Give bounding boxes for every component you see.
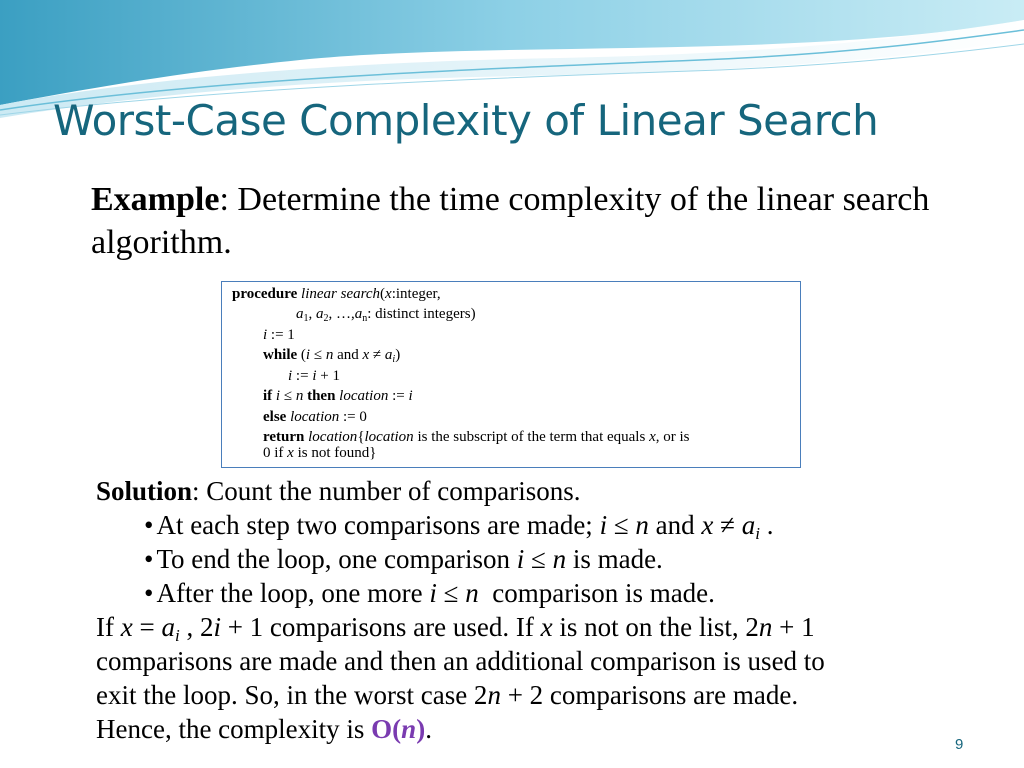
le-symbol: ≤ [436, 578, 466, 608]
bullet-3 [96, 576, 976, 610]
bullet-3-end: comparison is made. [478, 578, 715, 608]
ellipsis: , …, [328, 306, 355, 322]
eq-symbol: = [132, 612, 162, 642]
var-i: i [408, 388, 413, 404]
proc-line-5 [288, 367, 340, 385]
var-n: n [487, 680, 501, 710]
big-o-result [371, 714, 425, 744]
sub-i: i [174, 626, 180, 645]
keyword-return: return [263, 429, 305, 445]
bullet-icon: • [144, 510, 154, 540]
comma: , [308, 306, 316, 322]
solution-intro-text: : Count the number of comparisons. [192, 476, 581, 506]
bullet-1 [96, 508, 976, 542]
procedure-name: linear search [301, 286, 381, 302]
var-n: n [758, 612, 773, 642]
var-a: a [741, 510, 756, 540]
bullet-2 [96, 542, 976, 576]
param-a1: a [296, 306, 304, 322]
bullet-2-text: To end the loop, one comparison [156, 544, 517, 574]
var-i: i [599, 510, 608, 540]
le-symbol: ≤ [310, 347, 326, 363]
bullet-icon: • [144, 578, 154, 608]
var-n: n [325, 347, 334, 363]
var-location: location [286, 409, 340, 425]
var-x: x [362, 347, 370, 363]
assign: := [388, 388, 409, 404]
text: + 1 [772, 612, 815, 642]
text: exit the loop. So, in the worst case 2 [96, 680, 488, 710]
solution-intro [96, 474, 976, 508]
keyword-while: while [263, 347, 298, 363]
period: . [759, 510, 774, 540]
example-paragraph [91, 178, 981, 264]
var-i: i [516, 544, 525, 574]
plus-one: + 1 [316, 368, 340, 384]
proc-line-4 [263, 346, 400, 364]
ne-symbol: ≠ [713, 510, 742, 540]
page-number: 9 [955, 736, 964, 753]
var-x: x [120, 612, 133, 642]
le-symbol: ≤ [524, 544, 553, 574]
var-n: n [465, 578, 479, 608]
big-o-close: ) [416, 714, 426, 744]
text: Hence, the complexity is [96, 714, 372, 744]
solution-paragraph-line-3 [96, 678, 976, 712]
assign: := [292, 368, 313, 384]
text: + 1 comparisons are used. If [220, 612, 541, 642]
var-i: i [263, 327, 268, 343]
proc-line-9 [263, 444, 376, 462]
param-a2: a [316, 306, 324, 322]
bullet-1-text: At each step two comparisons are made; [156, 510, 600, 540]
sub-2: 2 [323, 313, 329, 324]
var-n: n [635, 510, 649, 540]
var-location: location [335, 388, 389, 404]
proc-line-2 [296, 305, 476, 323]
var-x: x [649, 429, 656, 445]
and-text: and [648, 510, 702, 540]
sig-open: ( [380, 286, 386, 302]
init-rest: := 1 [267, 327, 295, 343]
sub-1: 1 [303, 313, 309, 324]
text: + 2 comparisons are made. [500, 680, 799, 710]
var-x: x [287, 445, 294, 461]
var-i: i [288, 368, 293, 384]
proc-line-1 [232, 285, 441, 303]
and-text: and [333, 347, 363, 363]
return-line2-a: 0 if [263, 445, 288, 461]
while-close: ) [395, 347, 401, 363]
param-an: a [354, 306, 363, 322]
keyword-then: then [303, 388, 336, 404]
period: . [425, 714, 432, 744]
text: , 2 [179, 612, 214, 642]
return-line2-b: is not found} [293, 445, 377, 461]
var-a: a [384, 347, 393, 363]
sub-i: i [755, 524, 760, 543]
proc-line-3 [263, 326, 295, 344]
text: If [96, 612, 121, 642]
sub-n: n [362, 313, 368, 324]
var-location: location [304, 429, 358, 445]
var-location: location [364, 429, 414, 445]
sub-i: i [392, 354, 396, 365]
solution-section [96, 474, 976, 746]
var-i: i [213, 612, 221, 642]
var-n: n [552, 544, 567, 574]
proc-line-7 [263, 408, 367, 426]
procedure-box [221, 281, 801, 468]
solution-paragraph-line-2: comparisons are made and then an additional comparison is used to [96, 646, 825, 676]
param-x: x [385, 286, 392, 302]
big-o-open: O( [371, 714, 402, 744]
ne-symbol: ≠ [369, 347, 385, 363]
var-x: x [701, 510, 714, 540]
var-a: a [161, 612, 175, 642]
else-rest: := 0 [339, 409, 367, 425]
return-tail: , or is [655, 429, 690, 445]
distinct-text: : distinct integers) [367, 306, 476, 322]
text: is not on the list, 2 [552, 612, 759, 642]
while-open: ( [297, 347, 306, 363]
return-comment: is the subscript of the term that equals [413, 429, 650, 445]
le-symbol: ≤ [607, 510, 636, 540]
sig-rest: :integer, [391, 286, 441, 302]
var-x: x [540, 612, 553, 642]
example-label: Example [91, 181, 220, 218]
keyword-if: if [263, 388, 273, 404]
bullet-2-end: is made. [566, 544, 663, 574]
var-i: i [429, 578, 437, 608]
var-n: n [295, 388, 304, 404]
proc-line-6 [263, 387, 413, 405]
example-text: : Determine the time complexity of the linear search algorithm. [91, 181, 930, 261]
keyword-procedure: procedure [232, 286, 298, 302]
solution-paragraph-line-1 [96, 610, 976, 644]
var-n: n [401, 714, 417, 744]
solution-paragraph-line-4 [96, 712, 976, 746]
keyword-else: else [263, 409, 287, 425]
brace: { [357, 429, 365, 445]
bullet-3-text: After the loop, one more [156, 578, 430, 608]
var-i: i [272, 388, 281, 404]
var-i: i [312, 368, 317, 384]
le-symbol: ≤ [280, 388, 296, 404]
slide-title: Worst-Case Complexity of Linear Search [53, 96, 879, 145]
solution-label: Solution [96, 476, 193, 506]
bullet-icon: • [144, 544, 154, 574]
var-i: i [305, 347, 311, 363]
